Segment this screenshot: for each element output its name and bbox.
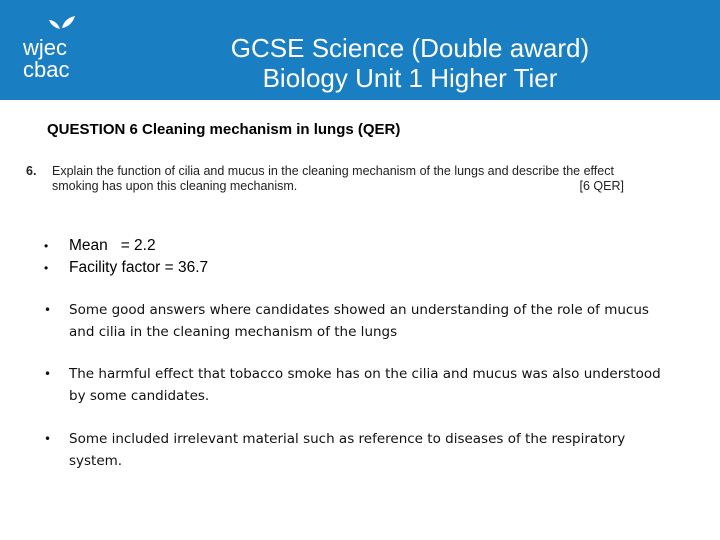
comment-list-item bbox=[44, 428, 664, 472]
bullet-icon: • bbox=[44, 432, 52, 446]
comment-list-item bbox=[44, 363, 664, 407]
stat-item bbox=[44, 235, 208, 257]
logo-leaf-icon bbox=[49, 16, 75, 29]
stat-mean: Mean = 2.2 bbox=[69, 237, 156, 254]
logo-text-top: wjec bbox=[23, 35, 68, 60]
logo-text-bottom: cbac bbox=[23, 57, 70, 82]
question-number: 6. bbox=[26, 164, 37, 178]
comment-text: Some good answers where candidates showed an understanding of the role of mucus and cilia in the cleaning mechanism of the lungs bbox=[69, 302, 649, 340]
stats-list bbox=[44, 235, 208, 279]
comment-text: Some included irrelevant material such as reference to diseases of the respiratory system. bbox=[69, 431, 626, 469]
question-text: Explain the function of cilia and mucus in the cleaning mechanism of the lungs and describe the effect smoking has upon this cleaning mechanism. bbox=[52, 164, 614, 193]
question-marks: [6 QER] bbox=[579, 179, 624, 193]
comment-list-item bbox=[44, 299, 664, 343]
question-heading: QUESTION 6 Cleaning mechanism in lungs (QER) bbox=[47, 121, 401, 138]
bullet-icon: • bbox=[44, 367, 52, 381]
stat-facility-factor: Facility factor = 36.7 bbox=[69, 259, 209, 276]
title-line-2: Biology Unit 1 Higher Tier bbox=[262, 63, 558, 93]
wjec-logo bbox=[18, 14, 90, 86]
slide-title bbox=[110, 33, 710, 93]
bullet-icon: • bbox=[44, 303, 52, 317]
stat-item bbox=[44, 257, 208, 279]
question-excerpt bbox=[26, 163, 626, 199]
title-line-1: GCSE Science (Double award) bbox=[230, 33, 590, 63]
header-banner bbox=[0, 0, 720, 100]
bullet-icon: • bbox=[44, 261, 49, 275]
bullet-icon: • bbox=[44, 239, 49, 253]
comment-text: The harmful effect that tobacco smoke has on the cilia and mucus was also understood by some candidates. bbox=[69, 366, 661, 404]
